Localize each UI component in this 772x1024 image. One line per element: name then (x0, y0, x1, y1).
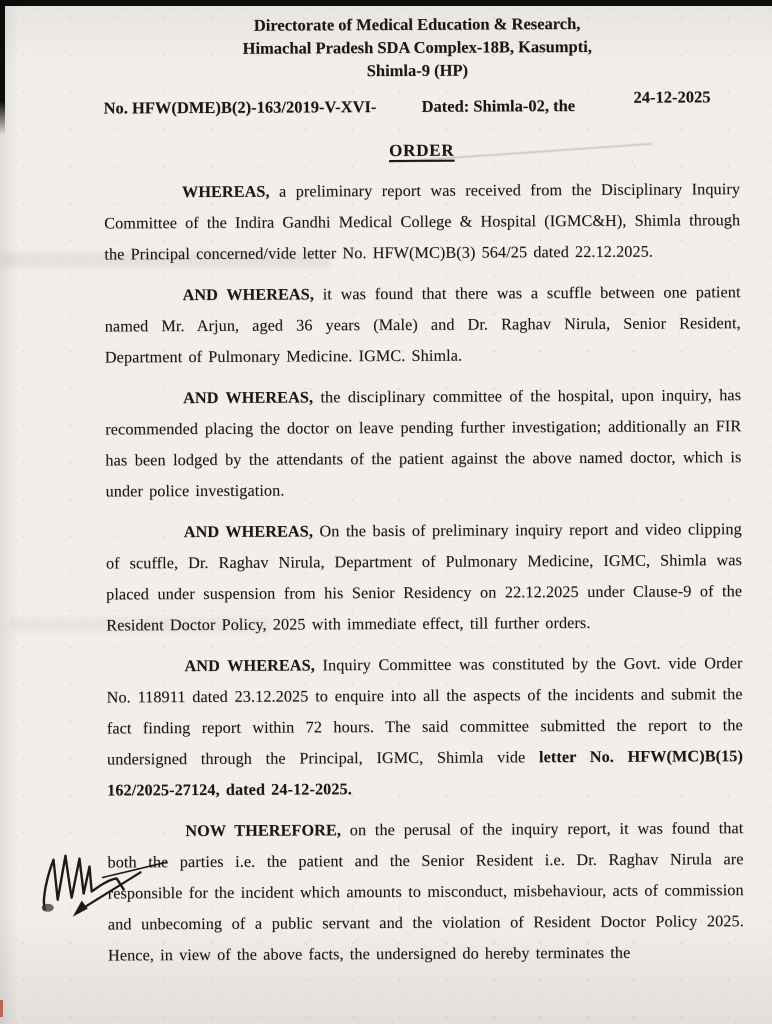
paragraph-text: it was found that there was a scuffle between one patient named Mr. Arjun, aged 36 years (Male) and Dr. Raghav Nirula, Senior Resident, Department of Pulmonary Medicine. IGMC. Shimla. (104, 283, 741, 367)
paragraph-now-therefore (107, 813, 744, 971)
file-number: No. HFW(DME)B(2)-163/2019-V-XVI- (103, 97, 377, 118)
paragraph-text: on the perusal of the inquiry report, it was found that both the parties i.e. the patient and the Senior Resident i.e. Dr. Raghav Nirula are responsible for the incident which amounts to misconduct, misbehaviour, acts of commission and unbecoming of a public servant and the violation of Resident Doctor Policy 2025. Hence, in view of the above facts, the undersigned do hereby terminates the (107, 819, 744, 965)
paragraph-whereas-4 (106, 514, 743, 641)
paragraph-lead: WHEREAS, (181, 182, 270, 202)
org-name: Directorate of Medical Education & Research, (253, 13, 581, 35)
paragraph-whereas-1 (104, 174, 740, 270)
paragraph-lead: NOW THEREFORE, (185, 821, 342, 841)
paragraph-bold-reference: letter No. HFW(MC)B(15) 162/2025-27124, dated 24-12-2025. (107, 747, 744, 800)
paragraph-lead: AND WHEREAS, (182, 285, 314, 305)
paragraph-lead: AND WHEREAS, (184, 656, 315, 676)
order-title-text: ORDER (389, 140, 455, 160)
order-title (104, 139, 740, 162)
dated-label: Dated: Shimla-02, the (421, 96, 576, 116)
scan-red-mark (0, 1000, 3, 1017)
paragraph-text: On the basis of preliminary inquiry report and video clipping of scuffle, Dr. Raghav Nirula, Department of Pulmonary Medicine, IGMC, Shimla was placed under suspension from his Senior Residency on 22.12.2025 under Clause-9 of the Resident Doctor Policy, 2025 with immediate effect, till further orders. (105, 520, 743, 635)
paragraph-whereas-2 (104, 277, 740, 373)
paragraph-whereas-5 (106, 648, 743, 806)
org-address: Himachal Pradesh SDA Complex-18B, Kasumpti, (242, 36, 592, 58)
paragraph-text: the disciplinary committee of the hospital, upon inquiry, has recommended placing the doctor on leave pending further investigation; additionally an FIR has been lodged by the attendants of the patient against the above named doctor, which is under police investigation. (105, 386, 742, 501)
org-city: Shimla-9 (HP) (366, 60, 469, 81)
letterhead (70, 11, 764, 84)
paragraph-text: a preliminary report was received from the Disciplinary Inquiry Committee of the Indira Gandhi Medical College & Hospital (IGMC&H), Shimla through the Principal concerned/vide letter No. HFW(MC)B(3) 564/25 dated 22.12.2025. (104, 180, 741, 264)
signature-scribble-icon (30, 846, 172, 923)
order-body (104, 174, 744, 981)
paragraph-lead: AND WHEREAS, (183, 388, 314, 408)
reference-line (1, 87, 772, 123)
date-value: 24-12-2025 (633, 87, 711, 107)
paragraph-whereas-3 (105, 380, 742, 507)
paragraph-lead: AND WHEREAS, (183, 522, 314, 542)
paragraph-text: Inquiry Committee was constituted by the Govt. vide Order No. 118911 dated 23.12.2025 to enquire into all the aspects of the incidents and submit the fact finding report within 72 hours. The said committee submitted the report to the undersigned through the Principal, IGMC, Shimla vide (106, 654, 743, 769)
